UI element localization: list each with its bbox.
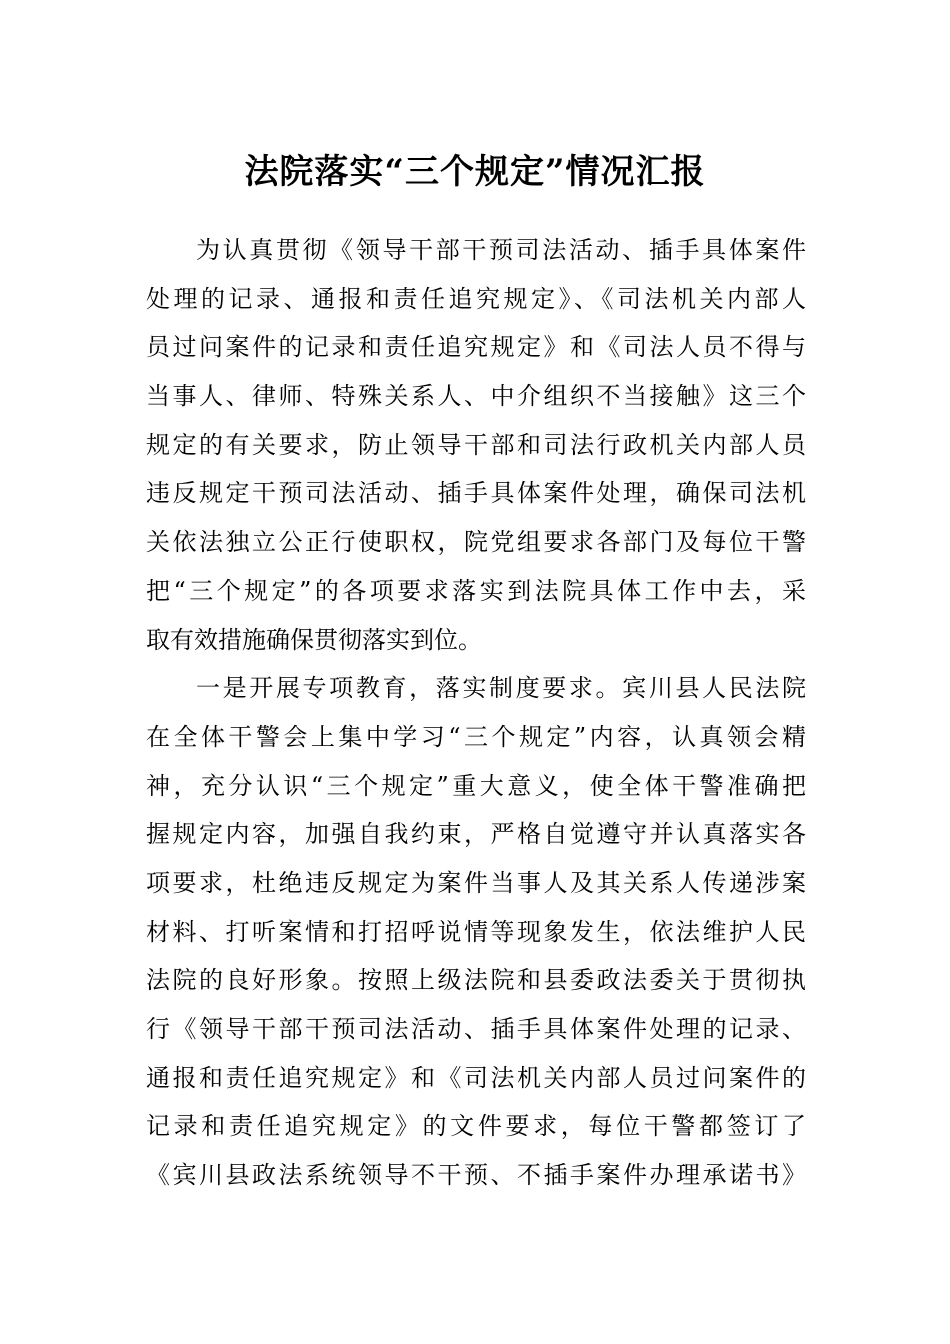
text-line: 取有效措施确保贯彻落实到位。 — [146, 625, 482, 654]
text-line: 违反规定干预司法活动、插手具体案件处理，确保司法机 — [146, 479, 806, 508]
text-line: 在全体干警会上集中学习“三个规定”内容，认真领会精 — [146, 722, 806, 751]
text-line: 员过问案件的记录和责任追究规定》和《司法人员不得与 — [146, 333, 806, 362]
document-body — [146, 226, 806, 1200]
text-line: 把“三个规定”的各项要求落实到法院具体工作中去，采 — [146, 576, 806, 605]
text-line: 《宾川县政法系统领导不干预、不插手案件办理承诺书》 — [146, 1161, 806, 1190]
text-line: 处理的记录、通报和责任追究规定》、《司法机关内部人 — [146, 284, 806, 313]
paragraph-1 — [146, 226, 806, 664]
text-line: 项要求，杜绝违反规定为案件当事人及其关系人传递涉案 — [146, 868, 806, 897]
text-line: 材料、打听案情和打招呼说情等现象发生，依法维护人民 — [146, 917, 806, 946]
text-line: 关依法独立公正行使职权，院党组要求各部门及每位干警 — [146, 528, 806, 557]
text-line: 规定的有关要求，防止领导干部和司法行政机关内部人员 — [146, 430, 806, 459]
paragraph-2 — [146, 664, 806, 1200]
text-line: 一是开展专项教育，落实制度要求。宾川县人民法院 — [196, 674, 806, 703]
text-line: 记录和责任追究规定》的文件要求，每位干警都签订了 — [146, 1112, 806, 1141]
text-line: 通报和责任追究规定》和《司法机关内部人员过问案件的 — [146, 1063, 806, 1092]
text-line: 握规定内容，加强自我约束，严格自觉遵守并认真落实各 — [146, 820, 806, 849]
text-line: 当事人、律师、特殊关系人、中介组织不当接触》这三个 — [146, 382, 806, 411]
text-line: 为认真贯彻《领导干部干预司法活动、插手具体案件 — [196, 236, 806, 264]
document-title: 法院落实“三个规定”情况汇报 — [244, 152, 706, 192]
text-line: 神，充分认识“三个规定”重大意义，使全体干警准确把 — [146, 771, 806, 800]
text-line: 行《领导干部干预司法活动、插手具体案件处理的记录、 — [146, 1015, 806, 1043]
text-line: 法院的良好形象。按照上级法院和县委政法委关于贯彻执 — [146, 966, 806, 995]
